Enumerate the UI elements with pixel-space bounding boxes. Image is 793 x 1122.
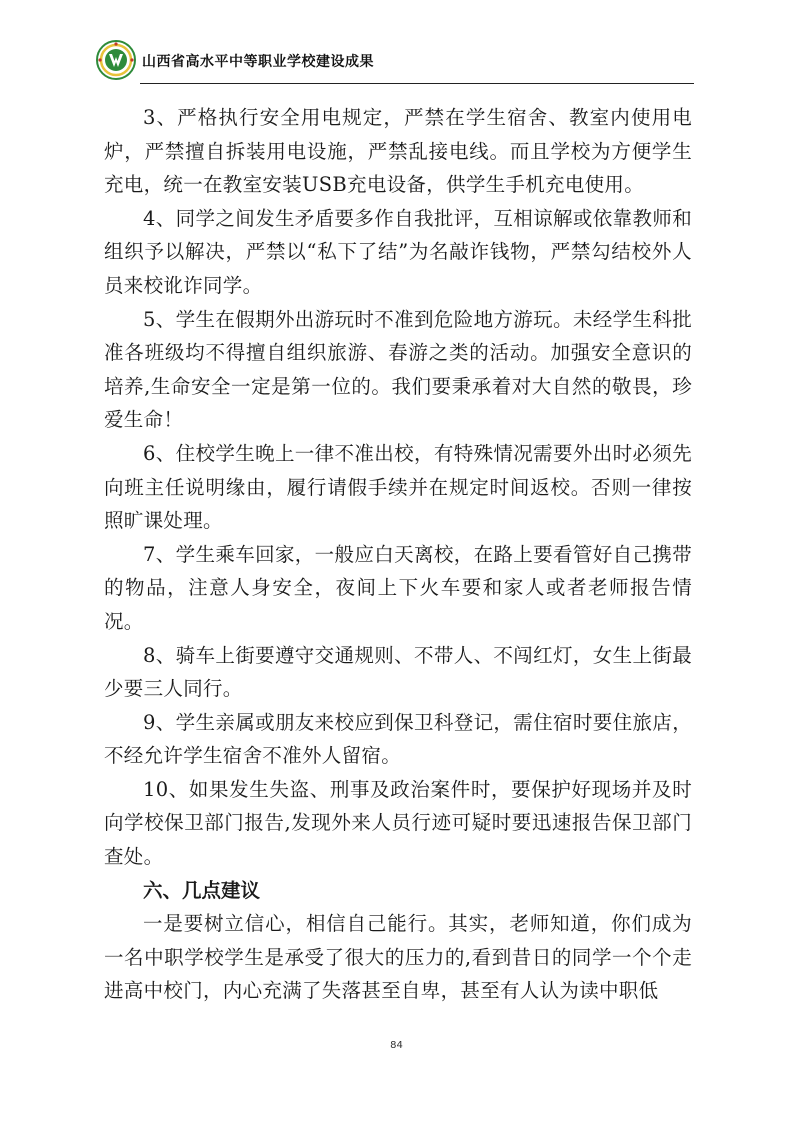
section-heading: 六、几点建议 xyxy=(143,878,261,902)
paragraph: 8、骑车上街要遵守交通规则、不带人、不闯红灯，女生上街最少要三人同行。 xyxy=(104,643,692,701)
document-body xyxy=(104,101,692,1008)
paragraph: 5、学生在假期外出游玩时不准到危险地方游玩。未经学生科批准各班级均不得擅自组织旅游、春游之类的活动。加强安全意识的培养,生命安全一定是第一位的。我们要秉承着对大自然的敬畏，珍爱生命！ xyxy=(104,307,692,432)
page-header xyxy=(96,40,696,86)
header-title: 山西省高水平中等职业学校建设成果 xyxy=(142,54,374,70)
page-number: 84 xyxy=(390,1040,403,1051)
paragraph: 10、如果发生失盗、刑事及政治案件时，要保护好现场并及时向学校保卫部门报告,发现外来人员行迹可疑时要迅速报告保卫部门查处。 xyxy=(104,777,692,869)
paragraph: 3、严格执行安全用电规定，严禁在学生宿舍、教室内使用电炉，严禁擅自拆装用电设施，严禁乱接电线。而且学校为方便学生充电，统一在教室安装USB充电设备，供学生手机充电使用。 xyxy=(104,106,692,197)
paragraph: 4、同学之间发生矛盾要多作自我批评，互相谅解或依靠教师和组织予以解决，严禁以“私下了结”为名敲诈钱物，严禁勾结校外人员来校讹诈同学。 xyxy=(104,206,692,297)
header-divider xyxy=(140,83,694,84)
paragraph: 6、住校学生晚上一律不准出校，有特殊情况需要外出时必须先向班主任说明缘由，履行请假手续并在规定时间返校。否则一律按照旷课处理。 xyxy=(104,441,692,533)
paragraph: 7、学生乘车回家，一般应白天离校，在路上要看管好自己携带的物品，注意人身安全，夜间上下火车要和家人或者老师报告情况。 xyxy=(104,542,692,633)
school-emblem-icon xyxy=(96,40,136,80)
paragraph: 一是要树立信心，相信自己能行。其实，老师知道，你们成为一名中职学校学生是承受了很大的压力的,看到昔日的同学一个个走进高中校门，内心充满了失落甚至自卑，甚至有人认为读中职低 xyxy=(104,912,692,1003)
paragraph: 9、学生亲属或朋友来校应到保卫科登记，需住宿时要住旅店，不经允许学生宿舍不准外人留宿。 xyxy=(104,710,692,768)
